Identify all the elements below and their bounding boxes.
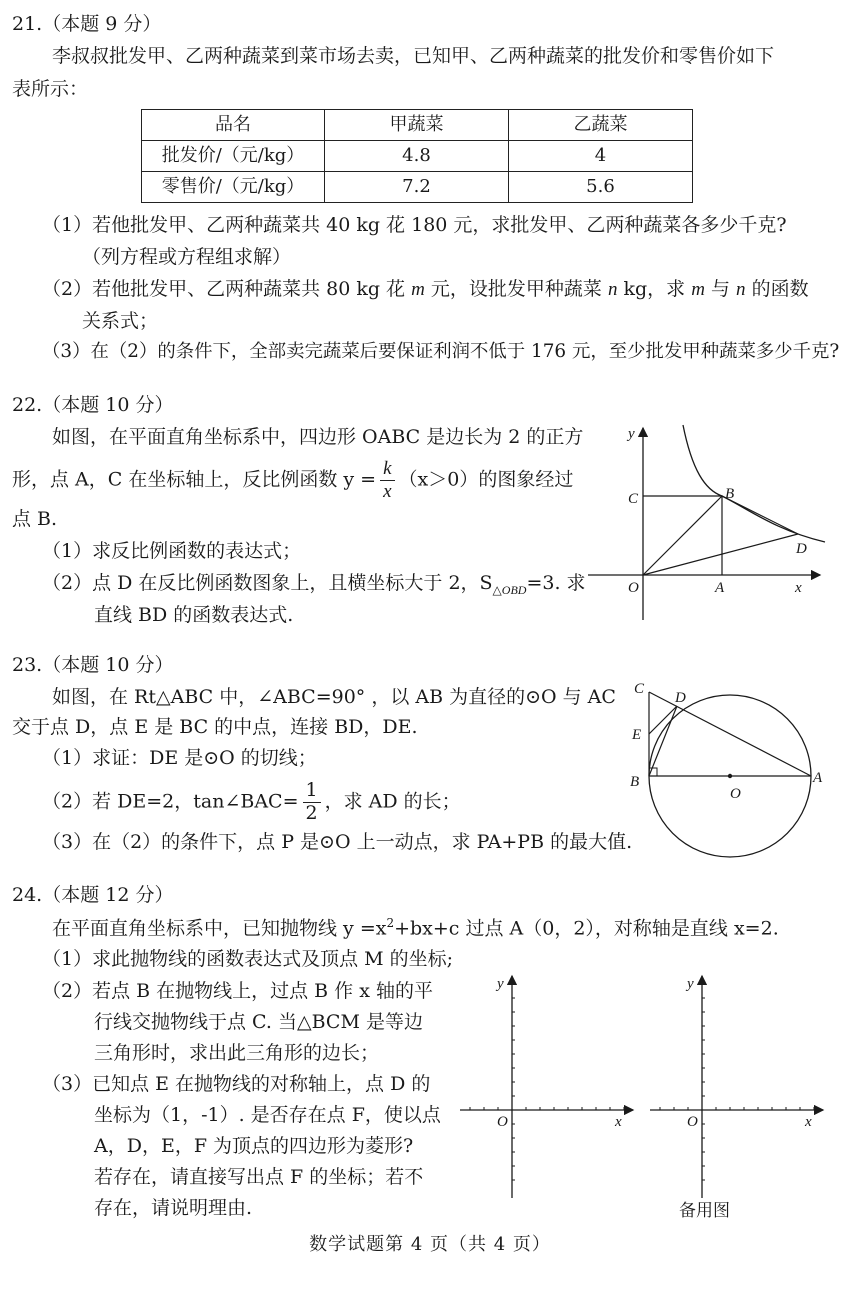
fraction-one-half <box>303 780 321 825</box>
segment-ob <box>643 496 722 575</box>
fraction-denominator: x <box>383 480 392 502</box>
segment-bd <box>649 706 677 776</box>
table-cell: 4 <box>509 141 693 172</box>
table-cell: 批发价/（元/kg） <box>142 141 325 172</box>
fraction-numerator: k <box>380 458 394 481</box>
text-run: （x＞0）的图象经过 <box>398 468 574 491</box>
superscript-2: 2 <box>386 916 395 930</box>
label-x: x <box>795 580 802 596</box>
axis-ticks <box>470 998 624 1180</box>
q22-header: 22.（本题 10 分） <box>12 394 174 416</box>
q24-part2-line1: （2）若点 B 在抛物线上，过点 B 作 x 轴的平 <box>42 980 433 1002</box>
text-run: =3. 求 <box>526 572 586 594</box>
q24-part3-line2: 坐标为（1，-1）. 是否存在点 F，使以点 <box>94 1104 441 1126</box>
fraction-k-over-x <box>380 458 394 503</box>
table-header-cell: 甲蔬菜 <box>325 110 509 141</box>
q24-figure-backup <box>645 972 830 1204</box>
q21-part1-line2: （列方程或方程组求解） <box>82 246 292 268</box>
fraction-numerator: 1 <box>303 780 321 803</box>
segment-od <box>643 534 798 575</box>
q24-line1 <box>52 917 779 938</box>
q24-figure-main <box>455 972 640 1204</box>
table-cell: 5.6 <box>509 172 693 203</box>
q21-intro-line1: 李叔叔批发甲、乙两种蔬菜到菜市场去卖，已知甲、乙两种蔬菜的批发价和零售价如下 <box>52 45 775 67</box>
q23-part1: （1）求证：DE 是⊙O 的切线； <box>42 747 317 769</box>
q24-part3-line1: （3）已知点 E 在抛物线的对称轴上，点 D 的 <box>42 1073 431 1095</box>
q24-part2-line3: 三角形时，求出此三角形的边长； <box>94 1042 380 1064</box>
label-a: A <box>715 580 725 596</box>
hyperbola-curve <box>683 425 825 542</box>
page-footer: 数学试题第 4 页（共 4 页） <box>309 1234 551 1255</box>
q21-intro-line2: 表所示： <box>12 78 89 100</box>
q24-part3-line3: A，D，E，F 为顶点的四边形为菱形? <box>94 1135 414 1157</box>
axis-ticks <box>660 998 814 1180</box>
label-o: O <box>687 1114 698 1130</box>
label-o: O <box>730 786 741 802</box>
text-run: 在平面直角坐标系中，已知抛物线 y =x <box>52 917 387 940</box>
q22-part2-line2: 直线 BD 的函数表达式. <box>94 604 294 626</box>
table-cell: 7.2 <box>325 172 509 203</box>
q24-part3-line4: 若存在，请直接写出点 F 的坐标；若不 <box>94 1166 424 1188</box>
var-m: m <box>691 279 705 300</box>
fraction-denominator: 2 <box>305 801 318 824</box>
label-e: E <box>632 727 642 743</box>
q24-part1: （1）求此抛物线的函数表达式及顶点 M 的坐标; <box>42 948 454 970</box>
var-n: n <box>607 279 618 300</box>
q21-header: 21.（本题 9 分） <box>12 13 162 35</box>
q23-line1: 如图，在 Rt△ABC 中，∠ABC=90° ，以 AB 为直径的⊙O 与 AC <box>52 686 616 708</box>
segment-ac <box>649 692 811 776</box>
q24-part2-line2: 行线交抛物线于点 C. 当△BCM 是等边 <box>94 1011 423 1033</box>
label-x: x <box>615 1114 622 1130</box>
var-n: n <box>736 279 746 300</box>
label-y: y <box>628 426 635 442</box>
q24-part3-line5: 存在，请说明理由. <box>94 1197 253 1219</box>
table-header-cell: 品名 <box>142 110 325 141</box>
text-run: 元，设批发甲种蔬菜 <box>424 278 608 300</box>
q21-part1-line1: （1）若他批发甲、乙两种蔬菜共 40 kg 花 180 元，求批发甲、乙两种蔬菜各多少千克? <box>42 214 787 236</box>
q23-line2: 交于点 D，点 E 是 BC 的中点，连接 BD，DE. <box>12 716 418 738</box>
label-y: y <box>497 976 504 992</box>
text-run: 与 <box>704 278 737 300</box>
q22-part1: （1）求反比例函数的表达式； <box>42 540 302 562</box>
q24-header: 24.（本题 12 分） <box>12 884 174 906</box>
text-run: kg，求 <box>617 278 692 300</box>
text-run: 的函数 <box>745 278 809 300</box>
q23-header: 23.（本题 10 分） <box>12 654 174 676</box>
q21-part3: （3）在（2）的条件下，全部卖完蔬菜后要保证利润不低于 176 元，至少批发甲种蔬菜多少千克? <box>42 341 840 362</box>
text-run: ，求 AD 的长； <box>324 790 461 813</box>
q22-part2-line1 <box>42 574 586 596</box>
text-run: （2）若他批发甲、乙两种蔬菜共 80 kg 花 <box>42 278 412 300</box>
q22-figure <box>580 420 840 630</box>
label-a: A <box>813 770 823 786</box>
q22-line3: 点 B. <box>12 508 58 530</box>
q22-line1: 如图，在平面直角坐标系中，四边形 OABC 是边长为 2 的正方 <box>52 426 584 448</box>
q23-part2 <box>42 780 461 825</box>
label-d: D <box>796 541 807 557</box>
label-o: O <box>497 1114 508 1130</box>
q23-part3: （3）在（2）的条件下，点 P 是⊙O 上一动点，求 PA+PB 的最大值. <box>42 831 633 853</box>
label-b: B <box>630 774 640 790</box>
q21-part2-line1 <box>42 280 809 299</box>
label-d: D <box>675 690 686 706</box>
text-run: （2）点 D 在反比例函数图象上，且横坐标大于 2，S <box>42 572 493 594</box>
q22-line2 <box>12 458 573 503</box>
table-row <box>142 110 693 141</box>
price-table <box>141 109 693 203</box>
label-b: B <box>725 486 735 502</box>
text-run: +bx+c 过点 A（0，2），对称轴是直线 x=2. <box>394 917 779 940</box>
subscript-obd: △OBD <box>492 582 527 597</box>
q23-figure <box>620 678 830 863</box>
var-m: m <box>411 279 425 300</box>
label-x: x <box>805 1114 812 1130</box>
text-run: 形，点 A，C 在坐标轴上，反比例函数 y = <box>12 468 377 491</box>
table-row <box>142 141 693 172</box>
text-run: （2）若 DE=2，tan∠BAC= <box>42 790 299 813</box>
center-dot <box>728 774 732 778</box>
table-cell: 4.8 <box>325 141 509 172</box>
table-row <box>142 172 693 203</box>
backup-figure-caption: 备用图 <box>679 1201 730 1221</box>
table-header-cell: 乙蔬菜 <box>509 110 693 141</box>
label-c: C <box>634 681 645 697</box>
label-y: y <box>687 976 694 992</box>
label-c: C <box>628 491 639 507</box>
table-cell: 零售价/（元/kg） <box>142 172 325 203</box>
label-o: O <box>628 580 639 596</box>
q21-part2-line2: 关系式； <box>82 310 159 332</box>
